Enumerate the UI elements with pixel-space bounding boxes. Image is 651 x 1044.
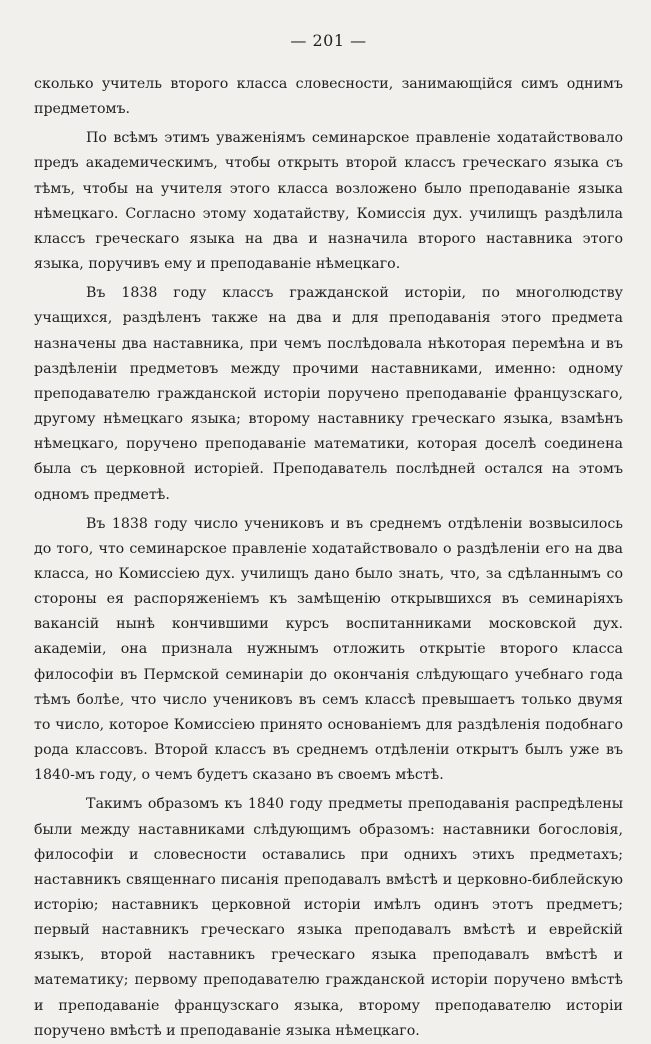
paragraph-2: По всѣмъ этимъ уваженіямъ семинарское правленіе ходатайствовало предъ академическимъ, чтобы открыть второй классъ греческаго языка съ тѣмъ, чтобы на учителя этого класса возложено было преподаваніе языка нѣмецкаго. Согласно этому ходатайству, Комиссія дух. училищъ раздѣлила классъ греческаго языка на два и назначила второго наставника этого языка, поручивъ ему и преподаваніе нѣмецкаго.: [34, 130, 623, 273]
paragraph-3: Въ 1838 году классъ гражданской исторіи, по многолюдству учащихся, раздѣленъ также на два и для преподаванія этого предмета назначены два наставника, при чемъ послѣдовала нѣкоторая перемѣна и въ раздѣленіи предметовъ между прочими наставниками, именно: одному преподавателю гражданской исторіи поручено преподаваніе французскаго, другому нѣмецкаго языка; второму наставнику греческаго языка, взамѣнъ нѣмецкаго, поручено преподаваніе математики, которая доселѣ соединена была съ церковной исторіей. Преподаватель послѣдней остался на этомъ одномъ предметѣ.: [34, 285, 623, 503]
paragraph-1: сколько учитель второго класса словесности, занимающійся симъ однимъ предметомъ.: [34, 76, 623, 118]
page-number: — 201 —: [290, 31, 367, 50]
paragraph-5: Такимъ образомъ къ 1840 году предметы преподаванія распредѣлены были между наставниками слѣдующимъ образомъ: наставники богословія, философіи и словесности оставались при однихъ этихъ предметахъ; наставникъ священнаго писанія преподавалъ вмѣстѣ и церковно-библейскую исторію; наставникъ церковной исторіи имѣлъ одинъ этотъ предметъ; первый наставникъ греческаго языка преподавалъ вмѣстѣ и еврейскій языкъ, второй наставникъ греческаго языка преподавалъ вмѣстѣ и математику; первому преподавателю гражданской исторіи поручено вмѣстѣ и преподаваніе французскаго языка, второму преподавателю исторіи поручено вмѣстѣ и преподаваніе языка нѣмецкаго.: [34, 796, 623, 1039]
body-text: [34, 72, 623, 1044]
paragraph-4: Въ 1838 году число учениковъ и въ среднемъ отдѣленіи возвысилось до того, что семинарское правленіе ходатайствовало о раздѣленіи его на два класса, но Комиссіею дух. училищъ дано было знать, что, за сдѣланнымъ со стороны ея распоряженіемъ къ замѣщенію открывшихся въ семинаріяхъ вакансій нынѣ кончившими курсъ воспитанниками московской дух. академіи, она признала нужнымъ отложить открытіе второго класса философіи въ Пермской семинаріи до окончанія слѣдующаго учебнаго года тѣмъ болѣе, что число учениковъ въ семъ классѣ превышаетъ только двумя то число, которое Комиссіею принято основаніемъ для раздѣленія подобнаго рода классовъ. Второй классъ въ среднемъ отдѣленіи открытъ былъ уже въ 1840-мъ году, о чемъ будетъ сказано въ своемъ мѣстѣ.: [34, 515, 623, 784]
